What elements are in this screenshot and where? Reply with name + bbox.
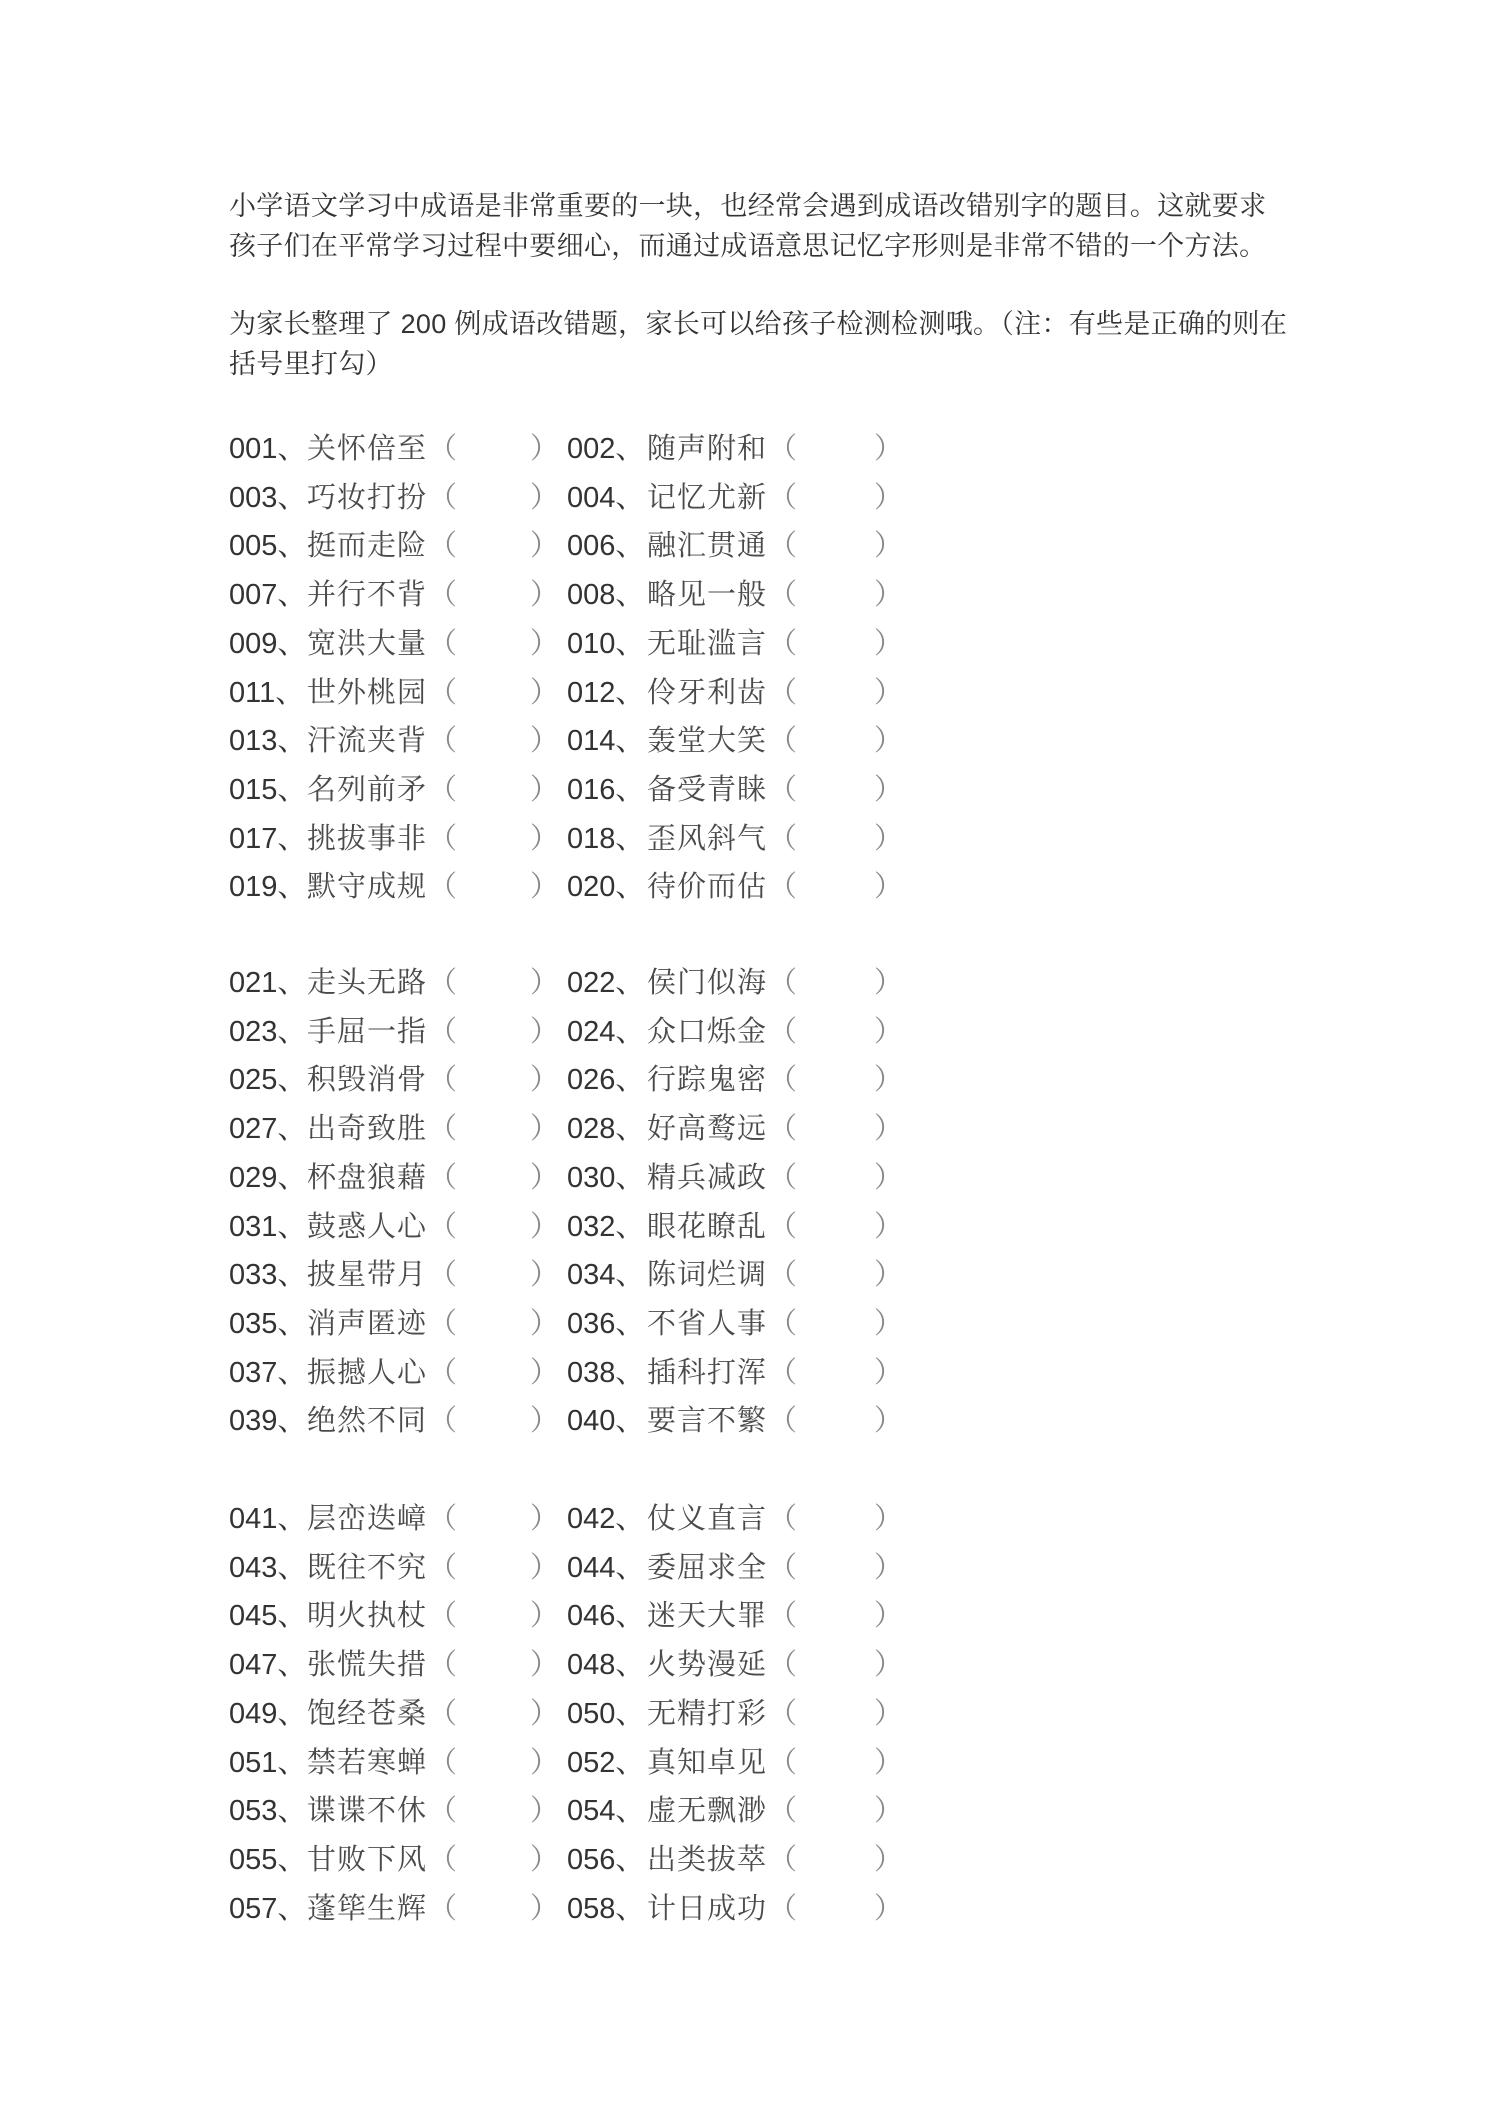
answer-paren-open: （ — [428, 822, 458, 855]
item-number: 014、 — [567, 725, 645, 758]
idiom-text: 众口烁金 — [647, 1015, 768, 1048]
item-number: 001、 — [229, 433, 307, 465]
answer-paren-open: （ — [768, 1551, 798, 1584]
idiom-text: 出类拔萃 — [647, 1843, 768, 1876]
idiom-text: 并行不背 — [307, 579, 428, 612]
answer-paren-open: （ — [768, 1795, 798, 1828]
answer-paren-open: （ — [768, 433, 798, 465]
answer-paren-open: （ — [768, 627, 798, 660]
answer-paren-close: ） — [874, 1503, 904, 1535]
item-number: 041、 — [229, 1503, 307, 1535]
answer-paren-open: （ — [428, 676, 458, 709]
answer-paren-open: （ — [428, 725, 458, 758]
answer-paren-open: （ — [768, 1064, 798, 1097]
item-number: 034、 — [567, 1259, 645, 1292]
idiom-text: 关怀倍至 — [307, 433, 428, 465]
answer-paren-open: （ — [768, 1649, 798, 1682]
idiom-text: 甘败下风 — [307, 1843, 428, 1876]
item-number: 040、 — [567, 1405, 645, 1438]
answer-paren-open: （ — [428, 1064, 458, 1097]
answer-paren-close: ） — [530, 1649, 560, 1682]
idiom-text: 伶牙利齿 — [647, 676, 768, 709]
answer-paren-open: （ — [428, 1600, 458, 1633]
answer-paren-open: （ — [768, 676, 798, 709]
answer-paren-open: （ — [768, 1746, 798, 1779]
item-number: 019、 — [229, 871, 307, 904]
idiom-text: 世外桃园 — [307, 676, 428, 709]
answer-paren-open: （ — [768, 1892, 798, 1925]
answer-paren-close: ） — [874, 1210, 904, 1243]
idiom-text: 眼花瞭乱 — [647, 1210, 768, 1243]
answer-paren-open: （ — [768, 773, 798, 806]
answer-paren-close: ） — [530, 1843, 560, 1876]
answer-paren-open: （ — [428, 1259, 458, 1292]
idiom-text: 要言不繁 — [647, 1405, 768, 1438]
answer-paren-close: ） — [874, 725, 904, 758]
answer-paren-open: （ — [768, 1356, 798, 1389]
item-number: 049、 — [229, 1697, 307, 1730]
answer-paren-close: ） — [530, 481, 560, 514]
answer-paren-open: （ — [428, 1697, 458, 1730]
idiom-text: 名列前矛 — [307, 773, 428, 806]
answer-paren-open: （ — [428, 433, 458, 465]
answer-paren-close: ） — [530, 1503, 560, 1535]
answer-paren-open: （ — [768, 1697, 798, 1730]
item-number: 005、 — [229, 530, 307, 563]
item-number: 024、 — [567, 1015, 645, 1048]
item-number: 044、 — [567, 1551, 645, 1584]
item-number: 030、 — [567, 1161, 645, 1194]
item-number: 013、 — [229, 725, 307, 758]
idiom-text: 汗流夹背 — [307, 725, 428, 758]
answer-paren-close: ） — [874, 1307, 904, 1340]
answer-paren-open: （ — [768, 725, 798, 758]
item-number: 035、 — [229, 1307, 307, 1340]
answer-paren-open: （ — [768, 1161, 798, 1194]
idiom-text: 好高鹜远 — [647, 1113, 768, 1146]
answer-paren-open: （ — [768, 1600, 798, 1633]
answer-paren-close: ） — [874, 1600, 904, 1633]
item-number: 048、 — [567, 1649, 645, 1682]
idiom-text: 手屈一指 — [307, 1015, 428, 1048]
answer-paren-close: ） — [530, 1113, 560, 1146]
answer-paren-close: ） — [530, 822, 560, 855]
item-number: 025、 — [229, 1064, 307, 1097]
item-number: 051、 — [229, 1746, 307, 1779]
item-number: 052、 — [567, 1746, 645, 1779]
item-number: 018、 — [567, 822, 645, 855]
idiom-text: 火势漫延 — [647, 1649, 768, 1682]
idiom-text: 插科打浑 — [647, 1356, 768, 1389]
idiom-text: 行踪鬼密 — [647, 1064, 768, 1097]
idiom-text: 绝然不同 — [307, 1405, 428, 1438]
answer-paren-open: （ — [428, 1551, 458, 1584]
idiom-text: 蓬筚生辉 — [307, 1892, 428, 1925]
answer-paren-open: （ — [428, 967, 458, 999]
answer-paren-close: ） — [874, 1843, 904, 1876]
answer-paren-open: （ — [428, 871, 458, 904]
answer-paren-close: ） — [530, 579, 560, 612]
answer-paren-open: （ — [428, 1405, 458, 1438]
answer-paren-close: ） — [874, 1746, 904, 1779]
idiom-text: 略见一般 — [647, 579, 768, 612]
idiom-text: 宽洪大量 — [307, 627, 428, 660]
idiom-text: 消声匿迹 — [307, 1307, 428, 1340]
item-number: 023、 — [229, 1015, 307, 1048]
idiom-text: 走头无路 — [307, 967, 428, 999]
answer-paren-close: ） — [530, 1405, 560, 1438]
answer-paren-open: （ — [768, 1307, 798, 1340]
intro-paragraph-1: 小学语文学习中成语是非常重要的一块，也经常会遇到成语改错别字的题目。这就要求孩子们在平常学习过程中要细心，而通过成语意思记忆字形则是非常不错的一个方法。 — [229, 191, 1267, 261]
answer-paren-close: ） — [530, 1600, 560, 1633]
answer-paren-close: ） — [874, 1113, 904, 1146]
item-number: 056、 — [567, 1843, 645, 1876]
answer-paren-open: （ — [428, 530, 458, 563]
answer-paren-close: ） — [874, 530, 904, 563]
item-number: 045、 — [229, 1600, 307, 1633]
idiom-text: 计日成功 — [647, 1892, 768, 1925]
answer-paren-close: ） — [530, 1356, 560, 1389]
answer-paren-open: （ — [428, 1746, 458, 1779]
answer-paren-open: （ — [428, 1649, 458, 1682]
answer-paren-open: （ — [428, 1356, 458, 1389]
idiom-text: 挺而走险 — [307, 530, 428, 563]
answer-paren-close: ） — [874, 1795, 904, 1828]
answer-paren-close: ） — [874, 1697, 904, 1730]
answer-paren-open: （ — [428, 1307, 458, 1340]
idiom-text: 陈词烂调 — [647, 1259, 768, 1292]
item-number: 042、 — [567, 1503, 645, 1535]
answer-paren-open: （ — [768, 1843, 798, 1876]
idiom-text: 真知卓见 — [647, 1746, 768, 1779]
idiom-text: 委屈求全 — [647, 1551, 768, 1584]
answer-paren-open: （ — [428, 1015, 458, 1048]
idiom-text: 巧妆打扮 — [307, 481, 428, 514]
answer-paren-close: ） — [530, 1795, 560, 1828]
answer-paren-close: ） — [874, 676, 904, 709]
answer-paren-close: ） — [874, 579, 904, 612]
item-number: 058、 — [567, 1892, 645, 1925]
answer-paren-open: （ — [768, 1015, 798, 1048]
idiom-text: 振撼人心 — [307, 1356, 428, 1389]
answer-paren-close: ） — [874, 1259, 904, 1292]
idiom-text: 无精打彩 — [647, 1697, 768, 1730]
idiom-text: 明火执杖 — [307, 1600, 428, 1633]
answer-paren-close: ） — [874, 1649, 904, 1682]
answer-paren-close: ） — [530, 433, 560, 465]
item-number: 029、 — [229, 1161, 307, 1194]
answer-paren-close: ） — [874, 871, 904, 904]
answer-paren-open: （ — [768, 1210, 798, 1243]
answer-paren-close: ） — [530, 871, 560, 904]
idiom-text: 备受青睐 — [647, 773, 768, 806]
idiom-text: 谍谍不休 — [307, 1795, 428, 1828]
item-number: 006、 — [567, 530, 645, 563]
item-number: 038、 — [567, 1356, 645, 1389]
answer-paren-open: （ — [768, 871, 798, 904]
answer-paren-close: ） — [874, 773, 904, 806]
item-number: 004、 — [567, 481, 645, 514]
item-number: 015、 — [229, 773, 307, 806]
answer-paren-close: ） — [874, 1551, 904, 1584]
item-number: 007、 — [229, 579, 307, 612]
item-number: 017、 — [229, 822, 307, 855]
item-number: 020、 — [567, 871, 645, 904]
answer-paren-open: （ — [428, 1892, 458, 1925]
answer-paren-open: （ — [428, 1210, 458, 1243]
item-number: 002、 — [567, 433, 645, 465]
idiom-text: 杯盘狼藉 — [307, 1161, 428, 1194]
answer-paren-open: （ — [768, 967, 798, 999]
item-number: 022、 — [567, 967, 645, 999]
answer-paren-close: ） — [530, 676, 560, 709]
item-number: 008、 — [567, 579, 645, 612]
item-number: 055、 — [229, 1843, 307, 1876]
answer-paren-close: ） — [874, 1015, 904, 1048]
item-number: 016、 — [567, 773, 645, 806]
answer-paren-close: ） — [530, 1307, 560, 1340]
idiom-text: 禁若寒蝉 — [307, 1746, 428, 1779]
answer-paren-open: （ — [428, 1113, 458, 1146]
item-number: 033、 — [229, 1259, 307, 1292]
answer-paren-open: （ — [428, 481, 458, 514]
answer-paren-open: （ — [428, 627, 458, 660]
answer-paren-close: ） — [530, 1015, 560, 1048]
answer-paren-close: ） — [874, 967, 904, 999]
answer-paren-open: （ — [768, 1113, 798, 1146]
answer-paren-close: ） — [530, 725, 560, 758]
answer-paren-close: ） — [874, 433, 904, 465]
item-number: 011、 — [229, 676, 305, 709]
item-number: 010、 — [567, 627, 645, 660]
intro-paragraph-2: 为家长整理了 200 例成语改错题，家长可以给孩子检测检测哦。（注：有些是正确的则在括号里打勾） — [229, 309, 1288, 379]
idiom-text: 既往不究 — [307, 1551, 428, 1584]
answer-paren-close: ） — [530, 1161, 560, 1194]
answer-paren-open: （ — [768, 579, 798, 612]
idiom-text: 不省人事 — [647, 1307, 768, 1340]
item-number: 054、 — [567, 1795, 645, 1828]
idiom-text: 默守成规 — [307, 871, 428, 904]
answer-paren-close: ） — [530, 1892, 560, 1925]
answer-paren-open: （ — [428, 1795, 458, 1828]
idiom-text: 出奇致胜 — [307, 1113, 428, 1146]
idiom-text: 仗义直言 — [647, 1503, 768, 1535]
answer-paren-open: （ — [768, 822, 798, 855]
idiom-text: 轰堂大笑 — [647, 725, 768, 758]
item-number: 057、 — [229, 1892, 307, 1925]
idiom-text: 积毁消骨 — [307, 1064, 428, 1097]
answer-paren-open: （ — [428, 773, 458, 806]
idiom-text: 记忆尤新 — [647, 481, 768, 514]
answer-paren-close: ） — [530, 1551, 560, 1584]
answer-paren-close: ） — [874, 1161, 904, 1194]
answer-paren-open: （ — [428, 1503, 458, 1535]
answer-paren-close: ） — [874, 1892, 904, 1925]
item-number: 027、 — [229, 1113, 307, 1146]
item-number: 037、 — [229, 1356, 307, 1389]
idiom-text: 歪风斜气 — [647, 822, 768, 855]
item-number: 053、 — [229, 1795, 307, 1828]
idiom-text: 精兵减政 — [647, 1161, 768, 1194]
idiom-text: 待价而估 — [647, 871, 768, 904]
idiom-text: 融汇贯通 — [647, 530, 768, 563]
answer-paren-open: （ — [428, 1161, 458, 1194]
idiom-text: 张慌失措 — [307, 1649, 428, 1682]
item-number: 028、 — [567, 1113, 645, 1146]
item-number: 021、 — [229, 967, 307, 999]
item-number: 003、 — [229, 481, 307, 514]
item-number: 039、 — [229, 1405, 307, 1438]
answer-paren-close: ） — [530, 530, 560, 563]
answer-paren-open: （ — [768, 530, 798, 563]
answer-paren-open: （ — [428, 1843, 458, 1876]
answer-paren-open: （ — [768, 1259, 798, 1292]
idiom-text: 层峦迭嶂 — [307, 1503, 428, 1535]
item-number: 031、 — [229, 1210, 307, 1243]
answer-paren-close: ） — [874, 822, 904, 855]
item-number: 036、 — [567, 1307, 645, 1340]
item-number: 043、 — [229, 1551, 307, 1584]
answer-paren-open: （ — [768, 481, 798, 514]
answer-paren-close: ） — [874, 481, 904, 514]
idiom-text: 披星带月 — [307, 1259, 428, 1292]
answer-paren-close: ） — [530, 627, 560, 660]
answer-paren-close: ） — [530, 1746, 560, 1779]
answer-paren-open: （ — [768, 1503, 798, 1535]
answer-paren-close: ） — [530, 773, 560, 806]
item-number: 050、 — [567, 1697, 645, 1730]
answer-paren-open: （ — [428, 579, 458, 612]
answer-paren-close: ） — [530, 967, 560, 999]
answer-paren-close: ） — [874, 627, 904, 660]
answer-paren-close: ） — [874, 1356, 904, 1389]
item-number: 012、 — [567, 676, 645, 709]
idiom-text: 挑拔事非 — [307, 822, 428, 855]
idiom-text: 虚无飘渺 — [647, 1795, 768, 1828]
answer-paren-close: ） — [530, 1697, 560, 1730]
idiom-text: 随声附和 — [647, 433, 768, 465]
answer-paren-close: ） — [530, 1064, 560, 1097]
idiom-text: 鼓惑人心 — [307, 1210, 428, 1243]
item-number: 009、 — [229, 627, 307, 660]
answer-paren-close: ） — [874, 1064, 904, 1097]
answer-paren-close: ） — [874, 1405, 904, 1438]
answer-paren-close: ） — [530, 1210, 560, 1243]
idiom-text: 迷天大罪 — [647, 1600, 768, 1633]
idiom-text: 无耻滥言 — [647, 627, 768, 660]
item-number: 032、 — [567, 1210, 645, 1243]
item-number: 046、 — [567, 1600, 645, 1633]
idiom-text: 侯门似海 — [647, 967, 768, 999]
answer-paren-close: ） — [530, 1259, 560, 1292]
item-number: 026、 — [567, 1064, 645, 1097]
answer-paren-open: （ — [768, 1405, 798, 1438]
idiom-text: 饱经苍桑 — [307, 1697, 428, 1730]
item-number: 047、 — [229, 1649, 307, 1682]
